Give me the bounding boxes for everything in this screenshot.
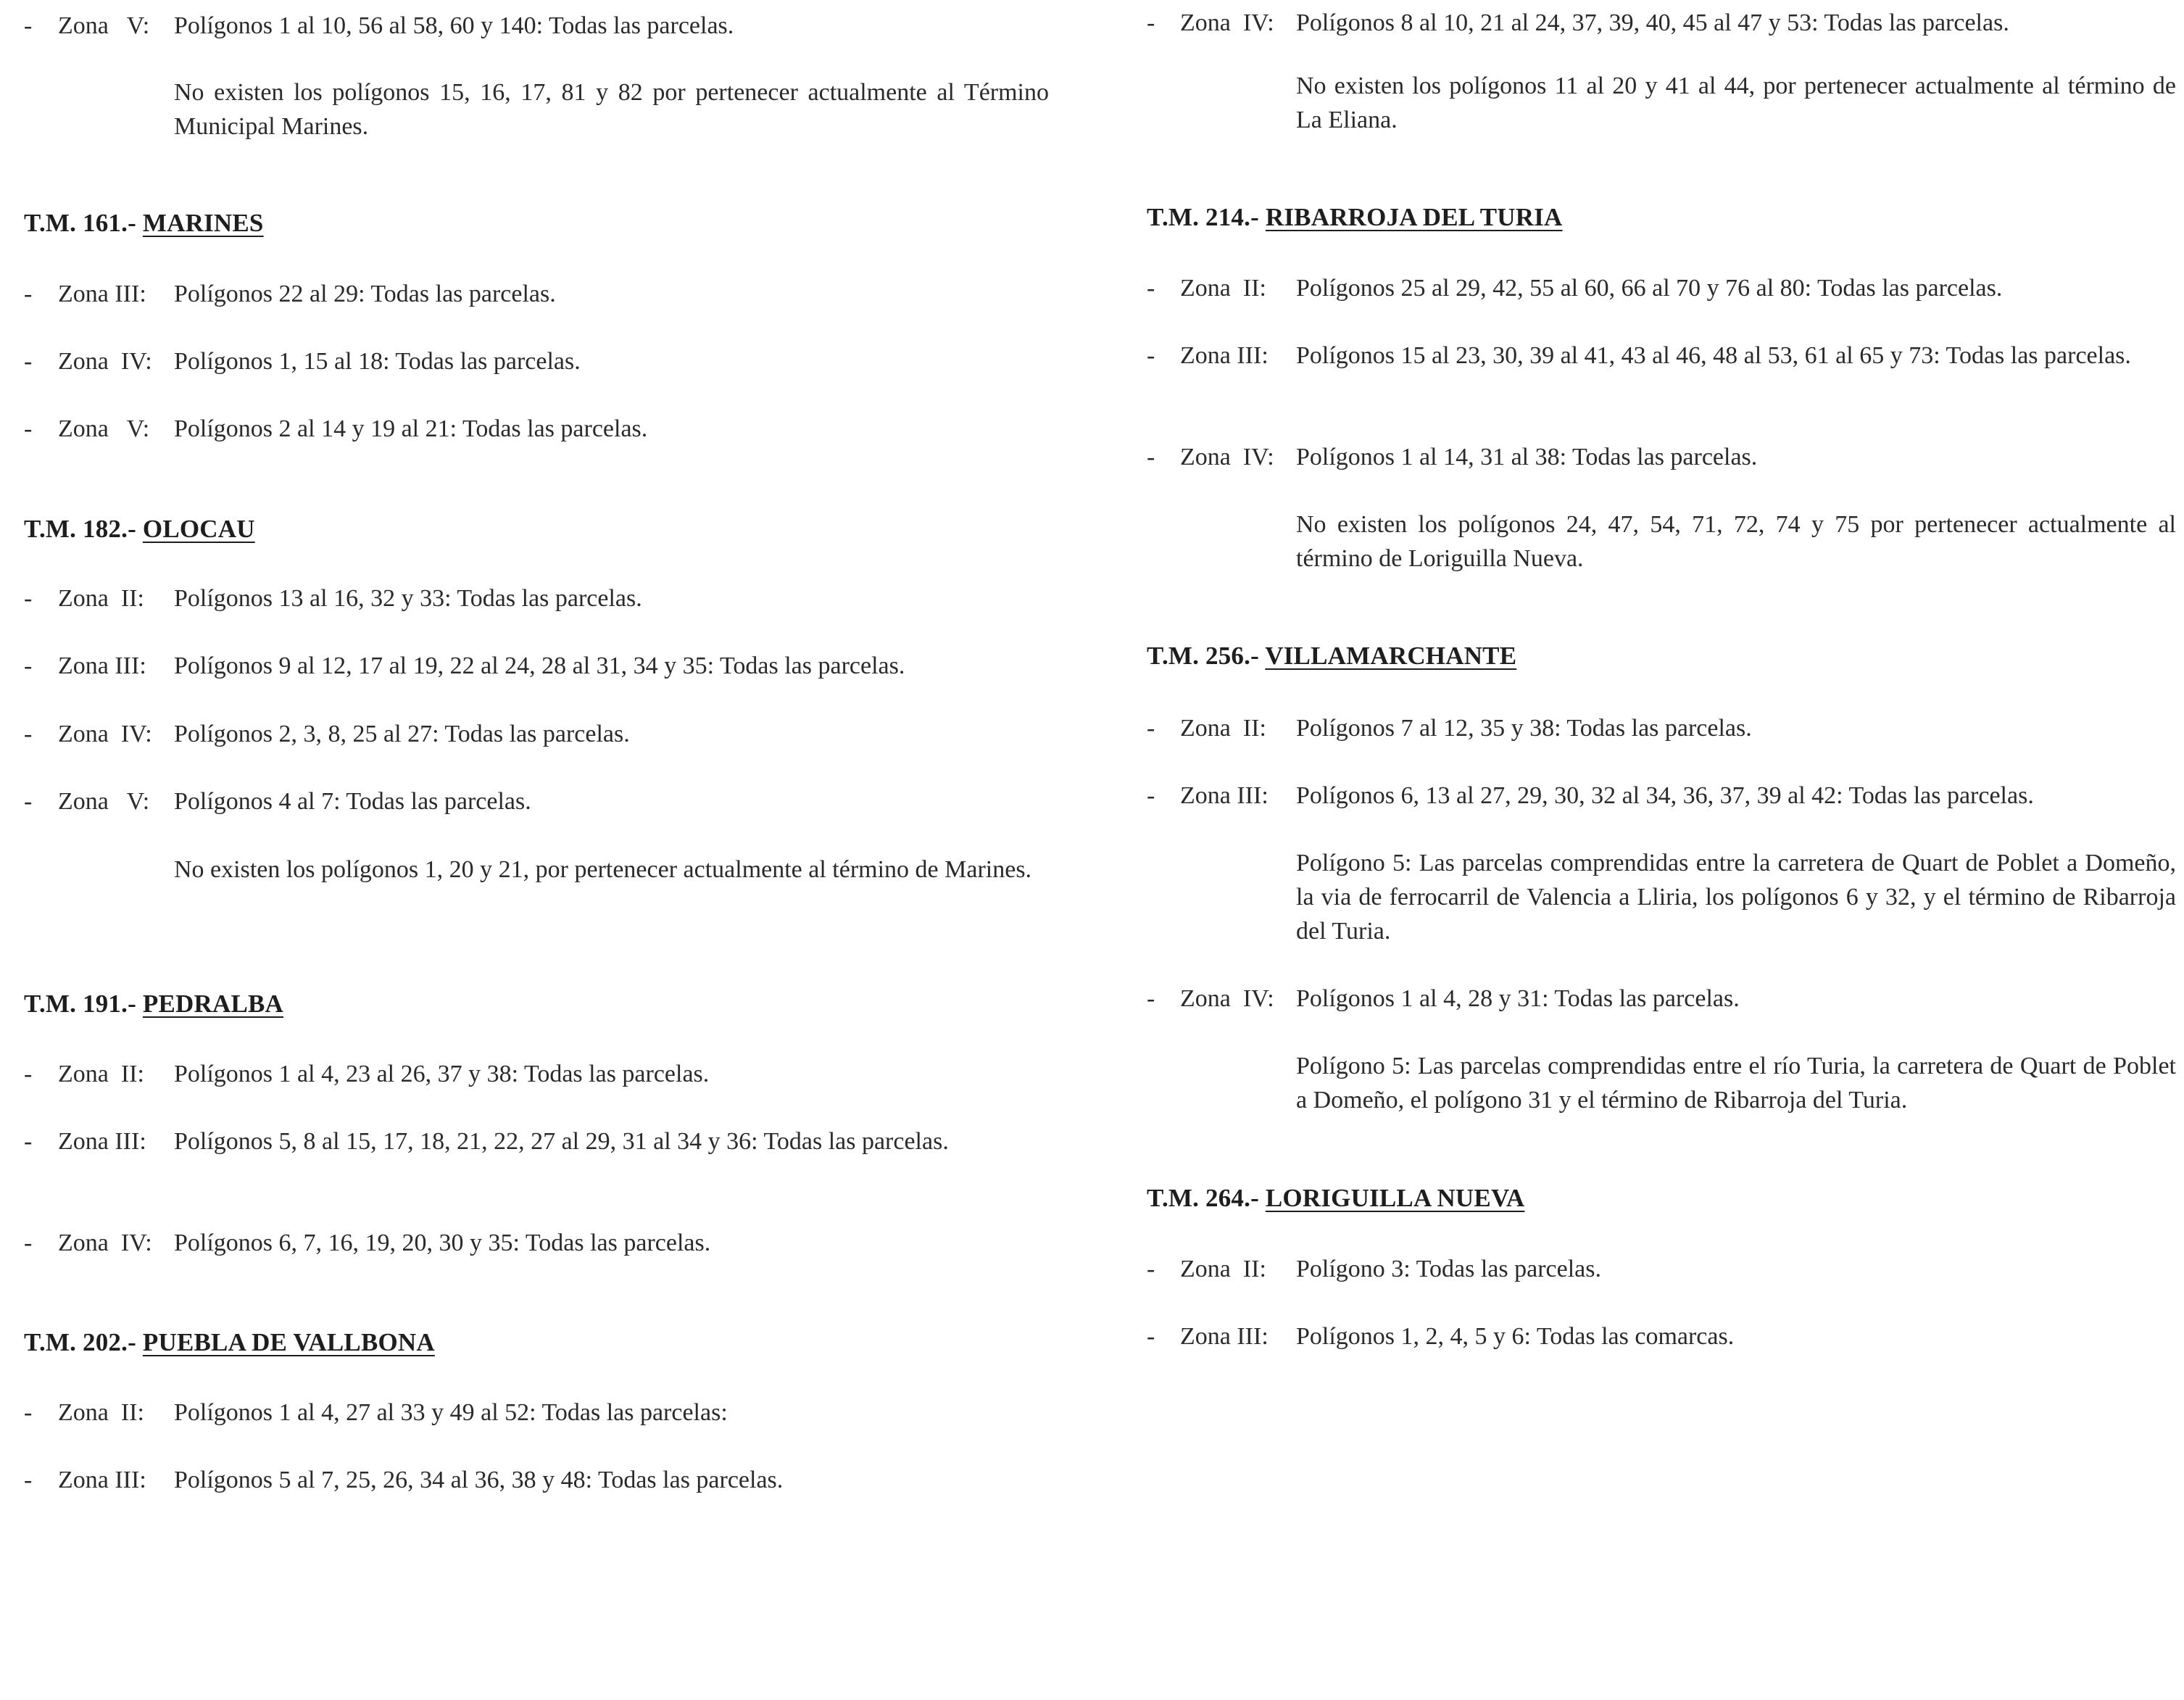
bullet-dash: - — [1147, 342, 1155, 369]
bullet-dash: - — [1147, 1256, 1155, 1282]
note-paragraph: No existen los polígonos 24, 47, 54, 71, 72, 74 y 75 por pertenecer actualmente al término de Loriguilla Nueva. — [1296, 511, 2176, 572]
zone-text: Polígonos 2 al 14 y 19 al 21: Todas las parcelas. — [174, 415, 648, 442]
bullet-dash: - — [24, 652, 33, 679]
section-name: PEDRALBA — [142, 990, 284, 1018]
zone-text: Polígonos 1, 2, 4, 5 y 6: Todas las comarcas. — [1296, 1323, 1735, 1350]
section-name: VILLAMARCHANTE — [1265, 642, 1517, 670]
zone-label: Zona III: — [58, 281, 146, 307]
bullet-dash: - — [1147, 275, 1155, 302]
zone-label: Zona V: — [58, 788, 150, 815]
bullet-dash: - — [1147, 1323, 1155, 1350]
zone-label: Zona III: — [1180, 782, 1269, 809]
bullet-dash: - — [24, 721, 33, 747]
zone-text: Polígonos 1 al 14, 31 al 38: Todas las parcelas. — [1296, 444, 1758, 470]
zone-label: Zona IV: — [58, 1230, 152, 1256]
section-heading — [1147, 203, 2184, 232]
zone-text: Polígonos 4 al 7: Todas las parcelas. — [174, 788, 531, 815]
bullet-dash: - — [24, 348, 33, 375]
zone-text: Polígonos 1 al 4, 27 al 33 y 49 al 52: Todas las parcelas: — [174, 1399, 728, 1426]
note-paragraph: Polígono 5: Las parcelas comprendidas entre el río Turia, la carretera de Quart de Poblet a Domeño, el polígono 31 y el término de Ribarroja del Turia. — [1296, 1053, 2176, 1114]
section-heading — [1147, 1184, 2184, 1213]
zone-label: Zona IV: — [1180, 9, 1274, 36]
section-code: T.M. 161.- — [24, 209, 143, 237]
section-heading — [24, 990, 1058, 1019]
zone-text: Polígonos 15 al 23, 30, 39 al 41, 43 al 46, 48 al 53, 61 al 65 y 73: Todas las parcelas. — [1296, 342, 2131, 369]
zone-label: Zona IV: — [58, 348, 152, 375]
bullet-dash: - — [24, 12, 33, 39]
bullet-dash: - — [24, 1128, 33, 1155]
note-paragraph: Polígono 5: Las parcelas comprendidas entre la carretera de Quart de Poblet a Domeño, la via de ferrocarril de Valencia a Lliria, los polígonos 6 y 32, y el término de Ribarroja del Turia. — [1296, 850, 2176, 945]
zone-label: Zona V: — [58, 415, 150, 442]
section-heading — [24, 515, 1058, 544]
zone-text: Polígono 3: Todas las parcelas. — [1296, 1256, 1601, 1282]
zone-label: Zona V: — [58, 12, 150, 39]
bullet-dash: - — [24, 1467, 33, 1493]
zone-text: Polígonos 6, 13 al 27, 29, 30, 32 al 34, 36, 37, 39 al 42: Todas las parcelas. — [1296, 782, 2034, 809]
section-code: T.M. 256.- — [1147, 642, 1266, 670]
zone-label: Zona II: — [58, 1061, 144, 1087]
zone-label: Zona III: — [1180, 1323, 1269, 1350]
zone-text: Polígonos 5 al 7, 25, 26, 34 al 36, 38 y 48: Todas las parcelas. — [174, 1467, 784, 1493]
zone-text: Polígonos 22 al 29: Todas las parcelas. — [174, 281, 556, 307]
bullet-dash: - — [1147, 9, 1155, 36]
note-paragraph: No existen los polígonos 1, 20 y 21, por pertenecer actualmente al término de Marines. — [174, 856, 1032, 883]
note-paragraph: No existen los polígonos 15, 16, 17, 81 y 82 por pertenecer actualmente al Término Municipal Marines. — [174, 79, 1049, 140]
zone-label: Zona IV: — [58, 721, 152, 747]
bullet-dash: - — [24, 1061, 33, 1087]
bullet-dash: - — [1147, 715, 1155, 742]
section-name: OLOCAU — [142, 515, 255, 543]
zone-text: Polígonos 5, 8 al 15, 17, 18, 21, 22, 27 al 29, 31 al 34 y 36: Todas las parcelas. — [174, 1128, 949, 1155]
zone-label: Zona III: — [58, 652, 146, 679]
section-code: T.M. 214.- — [1147, 203, 1266, 231]
bullet-dash: - — [24, 281, 33, 307]
zone-label: Zona II: — [58, 585, 144, 612]
zone-text: Polígonos 25 al 29, 42, 55 al 60, 66 al 70 y 76 al 80: Todas las parcelas. — [1296, 275, 2003, 302]
section-code: T.M. 264.- — [1147, 1184, 1266, 1212]
section-code: T.M. 202.- — [24, 1328, 143, 1356]
section-name: LORIGUILLA NUEVA — [1265, 1184, 1525, 1212]
section-heading — [1147, 642, 2184, 671]
section-heading — [24, 1328, 1058, 1357]
zone-text: Polígonos 8 al 10, 21 al 24, 37, 39, 40, 45 al 47 y 53: Todas las parcelas. — [1296, 9, 2009, 36]
section-name: RIBARROJA DEL TURIA — [1265, 203, 1563, 231]
section-heading — [24, 209, 1058, 238]
section-name: PUEBLA DE VALLBONA — [142, 1328, 435, 1356]
zone-label: Zona II: — [58, 1399, 144, 1426]
zone-label: Zona IV: — [1180, 985, 1274, 1012]
zone-text: Polígonos 1, 15 al 18: Todas las parcelas. — [174, 348, 581, 375]
note-paragraph: No existen los polígonos 11 al 20 y 41 al 44, por pertenecer actualmente al término de La Eliana. — [1296, 72, 2176, 133]
bullet-dash: - — [24, 1399, 33, 1426]
bullet-dash: - — [24, 415, 33, 442]
zone-label: Zona II: — [1180, 275, 1266, 302]
bullet-dash: - — [1147, 444, 1155, 470]
zone-label: Zona III: — [58, 1467, 146, 1493]
zone-text: Polígonos 1 al 4, 28 y 31: Todas las parcelas. — [1296, 985, 1740, 1012]
zone-text: Polígonos 13 al 16, 32 y 33: Todas las parcelas. — [174, 585, 642, 612]
bullet-dash: - — [1147, 985, 1155, 1012]
section-code: T.M. 191.- — [24, 990, 143, 1018]
zone-label: Zona III: — [58, 1128, 146, 1155]
zone-text: Polígonos 6, 7, 16, 19, 20, 30 y 35: Todas las parcelas. — [174, 1230, 711, 1256]
bullet-dash: - — [24, 788, 33, 815]
zone-text: Polígonos 1 al 10, 56 al 58, 60 y 140: Todas las parcelas. — [174, 12, 734, 39]
zone-label: Zona II: — [1180, 1256, 1266, 1282]
bullet-dash: - — [1147, 782, 1155, 809]
section-name: MARINES — [142, 209, 264, 237]
zone-text: Polígonos 1 al 4, 23 al 26, 37 y 38: Todas las parcelas. — [174, 1061, 710, 1087]
section-code: T.M. 182.- — [24, 515, 143, 543]
zone-text: Polígonos 7 al 12, 35 y 38: Todas las parcelas. — [1296, 715, 1752, 742]
bullet-dash: - — [24, 585, 33, 612]
zone-text: Polígonos 9 al 12, 17 al 19, 22 al 24, 28 al 31, 34 y 35: Todas las parcelas. — [174, 652, 905, 679]
zone-label: Zona IV: — [1180, 444, 1274, 470]
zone-text: Polígonos 2, 3, 8, 25 al 27: Todas las parcelas. — [174, 721, 630, 747]
zone-label: Zona II: — [1180, 715, 1266, 742]
zone-label: Zona III: — [1180, 342, 1269, 369]
bullet-dash: - — [24, 1230, 33, 1256]
